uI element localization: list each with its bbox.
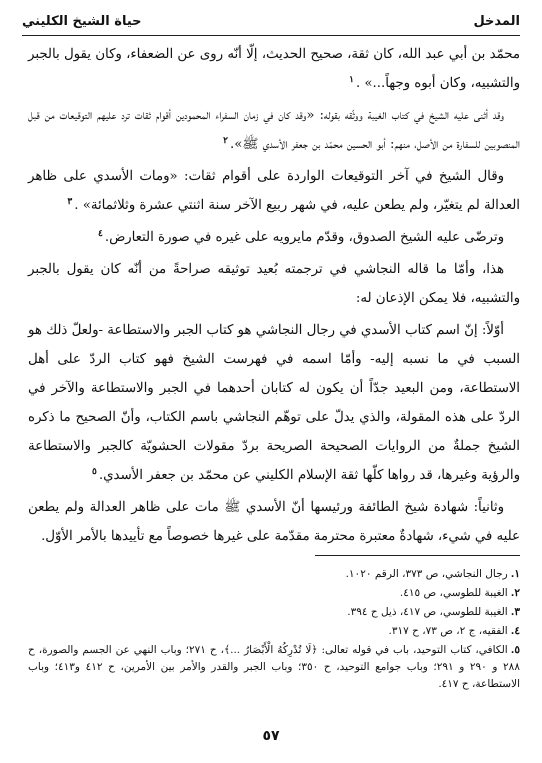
footnote-marker[interactable]: ٥ — [92, 466, 97, 477]
footnote-marker[interactable]: ٤ — [98, 228, 103, 239]
footnote-marker[interactable]: ١ — [349, 74, 354, 85]
footnote-text: الغيبة للطوسي، ص ٤١٧، ذيل ح ٣٩٤. — [347, 606, 508, 618]
running-header — [22, 8, 520, 34]
footnote-text: الغيبة للطوسي، ص ٤١٥. — [399, 587, 508, 599]
page-number: ٥٧ — [262, 728, 280, 744]
paragraph — [28, 40, 520, 98]
paragraph — [28, 493, 520, 551]
footnote-number: ٢. — [510, 587, 520, 599]
footnote-text: الفقيه، ج ٢، ص ٧٣، ح ٣١٧. — [388, 625, 508, 637]
main-text — [28, 40, 520, 554]
paragraph-text: هذا، وأمّا ما قاله النجاشي في ترجمته بُعيد توثيقه صراحةً من أنّه كان يقول بالجبر والتشبيه، فلا يمكن الإذعان له: — [28, 262, 520, 306]
footnote-marker[interactable]: ٣ — [67, 196, 73, 207]
header-rule — [22, 35, 520, 36]
paragraph — [28, 223, 520, 252]
paragraph-text: وثانياً: شهادة شيخ الطائفة ورئيسها أنّ الأسدي ﷺ مات على ظاهر العدالة ولم يطعن عليه في شيء، شهادةٌ معتبرة محترمة مقدّمة على غيرها خصوصاً مع تأييدها بالأمر الأوّل. — [28, 500, 520, 544]
footnote-number: ٣. — [510, 606, 520, 618]
footnote — [28, 585, 520, 602]
book-title: حياة الشيخ الكليني — [22, 13, 142, 29]
footnote — [28, 604, 520, 621]
footnote-rule — [315, 555, 520, 556]
footnote-number: ٤. — [510, 625, 520, 637]
footnote — [28, 623, 520, 640]
paragraph-text: وقال الشيخ في آخر التوقيعات الواردة على أقوام ثقات: «ومات الأسدي على ظاهر العدالة لم يتغيّر، ولم يطعن عليه، في شهر ربيع الآخر سنة اثنتي عشرة وثلاثمائة» . — [28, 169, 520, 213]
paragraph-text: أوّلاً: إنّ اسم كتاب الأسدي في رجال النجاشي هو كتاب الجبر والاستطاعة -ولعلّ ذلك هو السبب في ما نسبه إليه- وأمّا اسمه في فهرست الشيخ فهو كتاب الردّ على أهل الاستطاعة، ومن البعيد جدّاً أن يكون له كتابان أحدهما في الجبر والاستطاعة والآخر في الردّ على هذه المقولة، والذي يدلّ على توهّم النجاشي باسم الكتاب، وأنّ الصحيح ما ذكره الشيخ جملةٌ من الروايات الصحيحة الصريحة بردّ مقولات الحشويّة كالجبر والاستطاعة والرؤية وغيرها، قد رواها كلّها ثقة الإسلام الكليني عن محمّد بن جعفر الأسدي. — [28, 323, 520, 483]
footnote-text: رجال النجاشي، ص ٣٧٣، الرقم ١٠٢٠. — [345, 568, 508, 580]
footnote — [28, 566, 520, 583]
section-title: المدخل — [473, 13, 520, 29]
footnote-marker[interactable]: ٢ — [223, 135, 228, 146]
footnotes — [28, 566, 520, 695]
paragraph — [28, 255, 520, 313]
paragraph-text: محمّد بن أبي عبد الله، كان ثقة، صحيح الحديث، إلّا أنّه روى عن الضعفاء، وكان يقول بالجبر والتشبيه، وكان أبوه وجهاً...» . — [28, 47, 520, 91]
paragraph — [28, 101, 520, 159]
paragraph — [28, 162, 520, 220]
footnote-text: الكافي، كتاب التوحيد، باب في قوله تعالى: ﴿لَا تُدْرِكُهُ الْأَبْصَارُ ...﴾، ح ٢٧١؛ وباب النهي عن الجسم والصورة، ح ٢٨٨ و ٢٩٠ و ٢٩١؛ وباب جوامع التوحيد، ح ٣٥٠؛ وباب الجبر والقدر والأمر بين الأمرين، ح ٤١٢ و٤١٣؛ وباب الاستطاعة، ح ٤١٧. — [28, 644, 520, 690]
footnote — [28, 642, 520, 693]
footnote-number: ١. — [510, 568, 520, 580]
paragraph-text: وترضّى عليه الشيخ الصدوق، وقدّم مايرويه على غيره في صورة التعارض. — [104, 230, 504, 245]
paragraph-text: وقد أثنى عليه الشيخ في كتاب الغيبة ووثّقه بقوله: «وقد كان في زمان السفراء المحمودين أقوام ثقات ترد عليهم التوقيعات من قبل المنصوبين للسفارة من الأصل، منهم: أبو الحسين محمّد بن جعفر الأسدي ﷺ». — [28, 108, 520, 152]
paragraph — [28, 316, 520, 490]
footnote-number: ٥. — [510, 644, 520, 656]
